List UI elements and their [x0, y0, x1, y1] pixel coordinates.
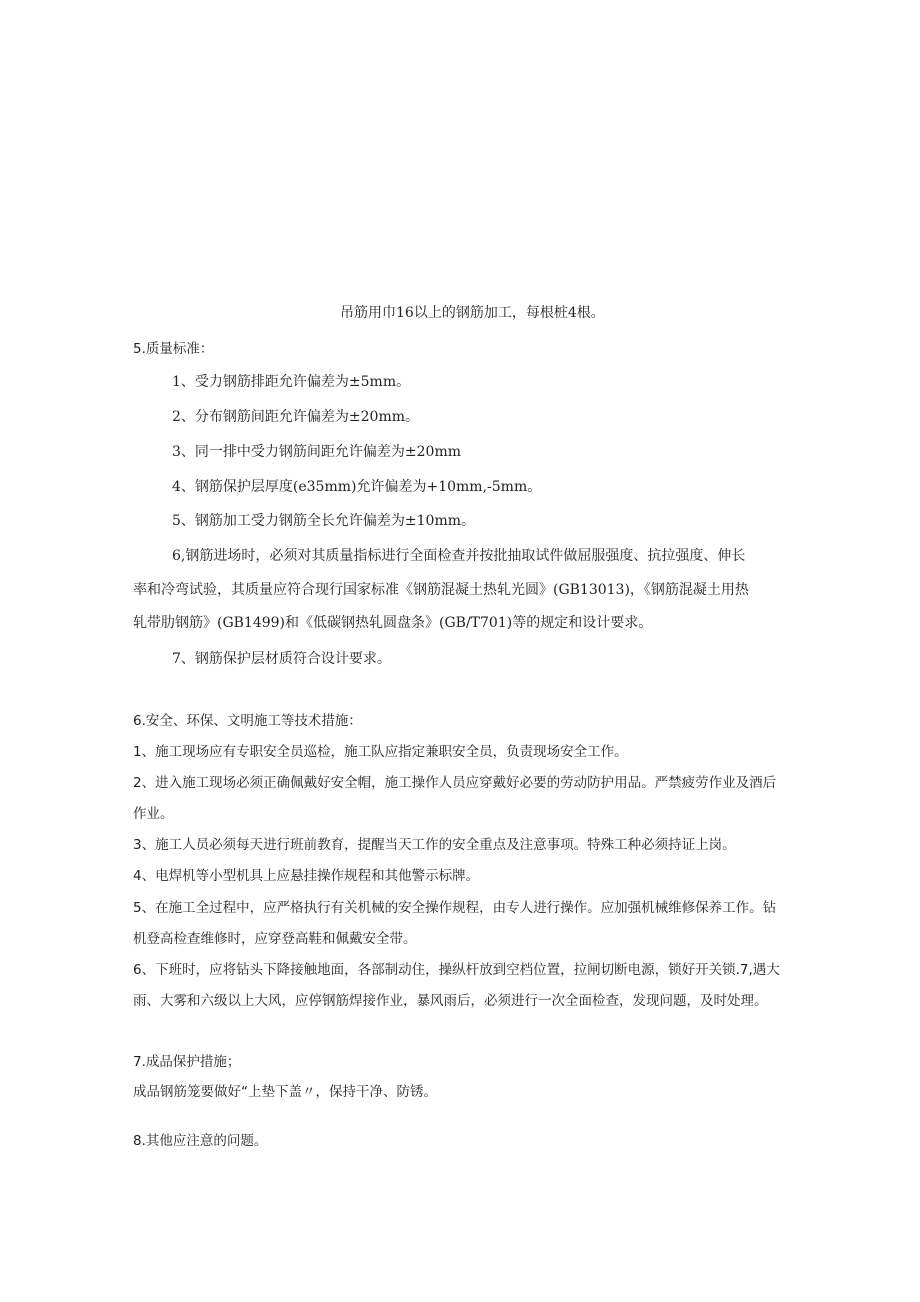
section6-line-3: 作业。	[133, 806, 174, 822]
section6-line-9: 雨、大雾和六级以上大风，应停钢筋焊接作业，暴风雨后，必须进行一次全面检查，发现问题，及时处理。	[133, 993, 768, 1009]
section6-line-7: 机登高检查维修时，应穿登高鞋和佩戴安全带。	[133, 931, 417, 947]
section7-heading: 7.成品保护措施；	[133, 1054, 241, 1070]
section5-item-6-line-3: 轧带肋钢筋》(GB1499)和《低碳钢热轧圆盘条》(GB/T701)等的规定和设计要求。	[133, 615, 653, 631]
section6-line-8: 6、下班时，应将钻头下降接触地面，各部制动住，操纵杆放到空档位置，拉闸切断电源，锁好开关锁.7,遇大	[133, 962, 780, 978]
section5-item-1: 1、受力钢筋排距允许偏差为±5mm。	[172, 374, 411, 390]
section5-item-6-line-1: 6,钢筋进场时，必须对其质量指标进行全面检查并按批抽取试件做屈服强度、抗拉强度、伸长	[172, 548, 746, 564]
section6-line-2: 2、进入施工现场必须正确佩戴好安全帽，施工操作人员应穿戴好必要的劳动防护用品。严禁疲劳作业及酒后	[133, 775, 777, 791]
intro-line: 吊筋用巾16以上的钢筋加工，每根桩4根。	[340, 305, 605, 321]
section6-line-4: 3、施工人员必须每天进行班前教育，提醒当天工作的安全重点及注意事项。特殊工种必须持证上岗。	[133, 837, 736, 853]
section5-item-7: 7、钢筋保护层材质符合设计要求。	[172, 651, 391, 667]
section6-heading: 6.安全、环保、文明施工等技术措施：	[133, 713, 362, 729]
section5-item-5: 5、钢筋加工受力钢筋全长允许偏差为±10mm。	[172, 513, 476, 529]
section5-heading: 5.质量标准：	[133, 341, 214, 357]
section6-line-1: 1、施工现场应有专职安全员巡检，施工队应指定兼职安全员，负责现场安全工作。	[133, 744, 628, 760]
section6-line-5: 4、电焊机等小型机具上应悬挂操作规程和其他警示标牌。	[133, 868, 480, 884]
section5-item-3: 3、同一排中受力钢筋间距允许偏差为±20mm	[172, 444, 462, 460]
section5-item-2: 2、分布钢筋间距允许偏差为±20mm。	[172, 409, 420, 425]
section8-heading: 8.其他应注意的问题。	[133, 1133, 268, 1149]
section5-item-4: 4、钢筋保护层厚度(e35mm)允许偏差为+10mm,-5mm。	[172, 479, 542, 495]
section5-item-6-line-2: 率和冷弯试验，其质量应符合现行国家标准《钢筋混凝土热轧光圆》(GB13013)，《钢筋混凝土用热	[133, 582, 749, 598]
section6-line-6: 5、在施工全过程中，应严格执行有关机械的安全操作规程，由专人进行操作。应加强机械维修保养工作。钻	[133, 900, 777, 916]
section7-text: 成品钢筋笼要做好“上垫下盖〃，保持干净、防锈。	[133, 1084, 437, 1100]
